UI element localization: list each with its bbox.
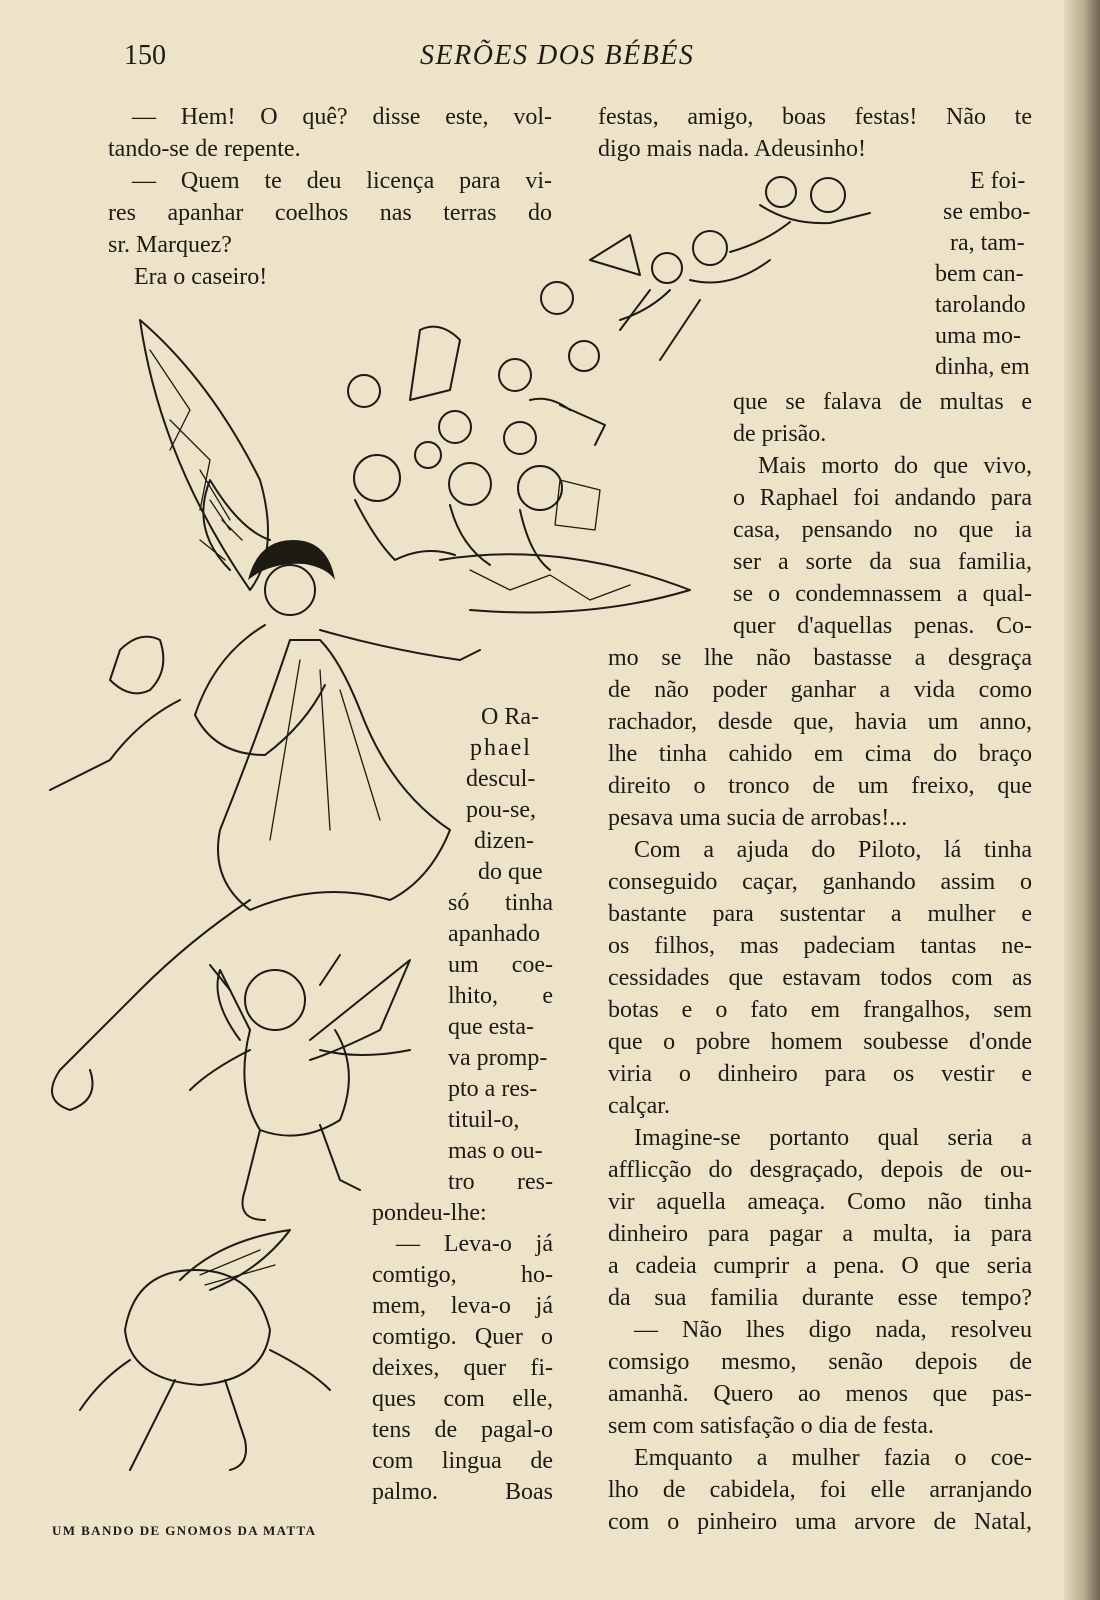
text-line: vir aquella ameaça. Como não tinha (608, 1189, 1032, 1215)
text-line: lhe tinha cahido em cima do braço (608, 741, 1032, 767)
text-line: se o condemnassem a qual- (733, 581, 1032, 607)
text-line: amanhã. Quero ao menos que pas- (608, 1381, 1032, 1407)
text-line: do que (478, 859, 543, 885)
text-line: só tinha (448, 890, 553, 916)
text-line: com lingua de (372, 1448, 553, 1474)
text-line: o Raphael foi andando para (733, 485, 1032, 511)
gnome-middle (190, 955, 410, 1220)
text-line: comtigo, ho- (372, 1262, 553, 1288)
text-line: tando-se de repente. (108, 136, 301, 162)
text-line: se embo- (943, 199, 1031, 225)
text-line: Com a ajuda do Piloto, lá tinha (634, 837, 1032, 863)
text-line: mas o ou- (448, 1138, 543, 1164)
text-line: bastante para sustentar a mulher e (608, 901, 1032, 927)
illustration-caption: UM BANDO DE GNOMOS DA MATTA (52, 1523, 317, 1538)
text-line: uma mo- (935, 323, 1021, 349)
text-line: a cadeia cumprir a pena. O que seria (608, 1253, 1032, 1279)
text-line: comsigo mesmo, senão depois de (608, 1349, 1032, 1375)
text-line: ques com elle, (372, 1386, 553, 1412)
text-line: digo mais nada. Adeusinho! (598, 136, 866, 162)
text-line: palmo. Boas (372, 1479, 553, 1505)
text-line: que o pobre homem soubesse d'onde (608, 1029, 1032, 1055)
text-line: que se falava de multas e (733, 389, 1032, 415)
text-line: quer d'aquellas penas. Co- (733, 613, 1032, 639)
text-line: um coe- (448, 952, 553, 978)
text-line: dinha, em (935, 354, 1030, 380)
text-line: mo se lhe não bastasse a desgraça (608, 645, 1032, 671)
text-line: com o pinheiro uma arvore de Natal, (608, 1509, 1032, 1535)
page-number: 150 (124, 40, 166, 71)
text-line: deixes, quer fi- (372, 1355, 553, 1381)
text-line: festas, amigo, boas festas! Não te (598, 104, 1032, 130)
text-line: afflicção do desgraçado, depois de ou- (608, 1157, 1032, 1183)
fairy-figure (50, 480, 480, 1110)
text-line: sem com satisfação o dia de festa. (608, 1413, 934, 1439)
text-line: — Leva-o já (396, 1231, 553, 1257)
text-line: — Hem! O quê? disse este, vol- (132, 104, 552, 130)
text-line: rachador, desde que, havia um anno, (608, 709, 1032, 735)
text-line: Mais morto do que vivo, (758, 453, 1032, 479)
text-line: O Ra- (481, 704, 539, 730)
text-line: — Quem te deu licença para vi- (132, 168, 552, 194)
text-line: lho de cabidela, foi elle arranjando (608, 1477, 1032, 1503)
text-line: Emquanto a mulher fazia o coe- (634, 1445, 1032, 1471)
text-line: casa, pensando no que ia (733, 517, 1032, 543)
text-line: comtigo. Quer o (372, 1324, 553, 1350)
text-line: pondeu-lhe: (372, 1200, 487, 1226)
text-line: que esta- (448, 1014, 534, 1040)
text-line: tituil-o, (448, 1107, 520, 1133)
text-line: Imagine-se portanto qual seria a (634, 1125, 1032, 1151)
text-line: de não poder ganhar a vida como (608, 677, 1032, 703)
text-line: dinheiro para pagar a multa, ia para (608, 1221, 1032, 1247)
text-line: E foi- (970, 168, 1026, 194)
text-line: res apanhar coelhos nas terras do (108, 200, 552, 226)
text-line: ra, tam- (950, 230, 1025, 256)
gnome-bottom (80, 1230, 330, 1470)
text-line: mem, leva-o já (372, 1293, 553, 1319)
text-line: calçar. (608, 1093, 670, 1119)
text-line: dizen- (474, 828, 534, 854)
text-line: de prisão. (733, 421, 827, 447)
text-line: viria o dinheiro para os vestir e (608, 1061, 1032, 1087)
text-line: cessidades que estavam todos com as (608, 965, 1032, 991)
text-line: ser a sorte da sua familia, (733, 549, 1032, 575)
text-line: botas e o fato em frangalhos, sem (608, 997, 1032, 1023)
text-line: direito o tronco de um freixo, que (608, 773, 1032, 799)
text-line: pesava uma sucia de arrobas!... (608, 805, 908, 831)
text-line: os filhos, mas padeciam tantas ne- (608, 933, 1032, 959)
text-line: va promp- (448, 1045, 548, 1071)
text-line: pto a res- (448, 1076, 538, 1102)
text-line: descul- (466, 766, 536, 792)
text-line: tens de pagal-o (372, 1417, 553, 1443)
text-line: tro res- (448, 1169, 553, 1195)
text-line: Era o caseiro! (134, 264, 268, 290)
text-line: — Não lhes digo nada, resolveu (634, 1317, 1032, 1343)
text-line: tarolando (935, 292, 1026, 318)
text-line: lhito, e (448, 983, 553, 1009)
running-title: SERÕES DOS BÉBÉS (420, 40, 695, 71)
text-line: sr. Marquez? (108, 232, 232, 258)
text-line: phael (470, 735, 532, 761)
text-line: bem can- (935, 261, 1024, 287)
text-line: conseguido caçar, ganhando assim o (608, 869, 1032, 895)
text-line: da sua familia durante esse tempo? (608, 1285, 1032, 1311)
text-line: apanhado (448, 921, 540, 947)
text-line: pou-se, (466, 797, 536, 823)
